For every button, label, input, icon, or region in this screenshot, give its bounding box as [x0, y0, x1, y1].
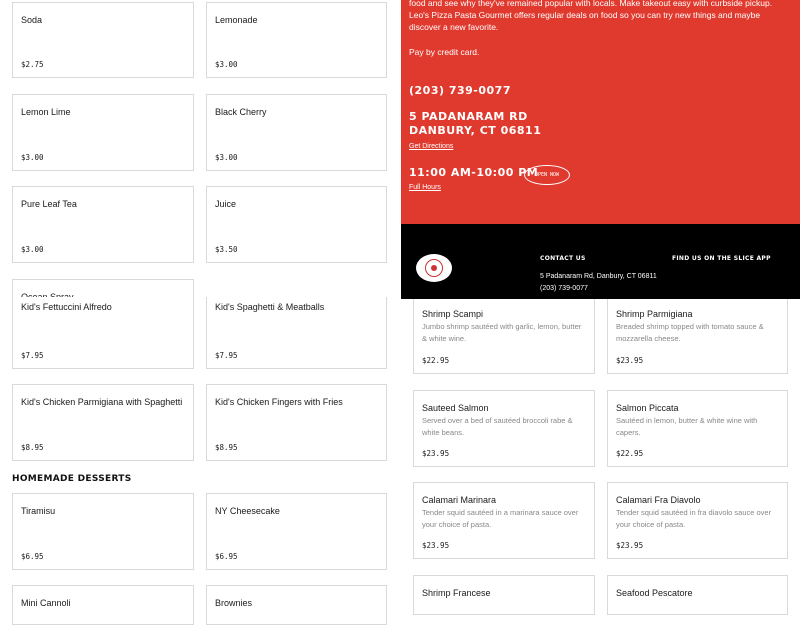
- footer-address: 5 Padanaram Rd, Danbury, CT 06811: [540, 273, 657, 280]
- menu-item-description: Jumbo shrimp sautéed with garlic, lemon, butter & white wine.: [422, 322, 582, 343]
- menu-item-description: Breaded shrimp topped with tomato sauce & mozzarella cheese.: [616, 322, 764, 343]
- phone-number[interactable]: (203) 739-0077: [409, 84, 511, 97]
- footer: [401, 224, 800, 299]
- menu-item-price: $8.95: [215, 443, 238, 452]
- menu-item-card[interactable]: [413, 575, 595, 615]
- menu-item-price: $7.95: [215, 351, 238, 360]
- menu-item-name: Kid's Spaghetti & Meatballs: [215, 302, 325, 312]
- menu-item-card[interactable]: [206, 585, 387, 625]
- menu-item-card[interactable]: [607, 575, 788, 615]
- payment-info: Pay by credit card.: [409, 47, 480, 57]
- full-hours-link[interactable]: Full Hours: [409, 184, 441, 191]
- menu-item-description: Sautéed in lemon, butter & white wine with capers.: [616, 416, 758, 437]
- menu-item-price: $23.95: [616, 541, 644, 550]
- menu-item-name: Black Cherry: [215, 107, 267, 117]
- menu-item-name: Salmon Piccata: [616, 403, 679, 413]
- menu-item-card[interactable]: [206, 493, 387, 570]
- menu-item-price: $3.00: [21, 245, 44, 254]
- menu-item-description: Tender squid sautéed in fra diavolo sauce over your choice of pasta.: [616, 508, 772, 529]
- menu-item-name: Tiramisu: [21, 506, 56, 516]
- menu-item-card[interactable]: [413, 482, 595, 559]
- menu-item-name: Lemonade: [215, 15, 258, 25]
- menu-item-name: Sauteed Salmon: [422, 403, 489, 413]
- menu-item-name: Kid's Chicken Parmigiana with Spaghetti: [21, 397, 183, 407]
- menu-item-price: $3.00: [21, 153, 44, 162]
- menu-item-price: $23.95: [422, 449, 450, 458]
- address-line-1: 5 PADANARAM RD: [409, 110, 528, 123]
- menu-item-card[interactable]: [12, 297, 194, 369]
- menu-item-name: NY Cheesecake: [215, 506, 280, 516]
- menu-item-name: Juice: [215, 199, 237, 209]
- menu-item-card[interactable]: [12, 94, 194, 171]
- menu-item-card[interactable]: [607, 482, 788, 559]
- menu-item-price: $3.50: [215, 245, 238, 254]
- menu-item-price: $22.95: [616, 449, 644, 458]
- restaurant-info-panel: [401, 0, 800, 224]
- menu-item-card[interactable]: [206, 297, 387, 369]
- logo-dot-icon: [431, 265, 437, 271]
- menu-item-description: Served over a bed of sautéed broccoli rabe & white beans.: [422, 416, 573, 437]
- menu-item-price: $7.95: [21, 351, 44, 360]
- restaurant-description: food and see why they've remained popular with locals. Make takeout easy with curbside pickup. Leo's Pizza Pasta Gourmet offers regular deals on food so you can try new things and maybe discover a new favorite.: [409, 0, 773, 32]
- hours-text: 11:00 AM-10:00 PM: [409, 166, 539, 179]
- menu-item-name: Lemon Lime: [21, 107, 71, 117]
- menu-item-name: Calamari Marinara: [422, 495, 497, 505]
- menu-item-name: Kid's Fettuccini Alfredo: [21, 302, 112, 312]
- address-line-2: DANBURY, CT 06811: [409, 124, 542, 137]
- menu-item-card[interactable]: [607, 390, 788, 467]
- menu-item-card[interactable]: [413, 390, 595, 467]
- restaurant-logo[interactable]: [416, 254, 452, 282]
- menu-item-price: $3.00: [215, 153, 238, 162]
- menu-item-card[interactable]: [12, 585, 194, 625]
- menu-item-name: Shrimp Parmigiana: [616, 309, 693, 319]
- menu-item-description: Tender squid sautéed in a marinara sauce over your choice of pasta.: [422, 508, 579, 529]
- menu-item-card[interactable]: [206, 384, 387, 461]
- menu-item-card[interactable]: [206, 94, 387, 171]
- menu-item-name: Shrimp Francese: [422, 588, 491, 598]
- menu-item-card[interactable]: [12, 186, 194, 263]
- contact-us-heading: CONTACT US: [540, 255, 586, 262]
- menu-item-price: $2.75: [21, 60, 44, 69]
- menu-item-name: Pure Leaf Tea: [21, 199, 77, 209]
- menu-item-card[interactable]: [206, 2, 387, 78]
- menu-item-card[interactable]: [12, 384, 194, 461]
- menu-item-price: $3.00: [215, 60, 238, 69]
- section-heading-desserts: HOMEMADE DESSERTS: [12, 474, 132, 484]
- menu-item-price: $8.95: [21, 443, 44, 452]
- footer-phone[interactable]: (203) 739-0077: [540, 285, 588, 292]
- open-now-badge: OPEN NOW: [524, 165, 570, 185]
- menu-item-card[interactable]: [607, 296, 788, 374]
- menu-item-name: Seafood Pescatore: [616, 588, 693, 598]
- logo-emblem-icon: [425, 259, 443, 277]
- menu-item-name: Soda: [21, 15, 43, 25]
- menu-item-price: $6.95: [21, 552, 44, 561]
- menu-item-price: $23.95: [616, 356, 644, 365]
- menu-item-price: $23.95: [422, 541, 450, 550]
- menu-item-card[interactable]: [206, 186, 387, 263]
- menu-item-card[interactable]: [12, 2, 194, 78]
- menu-item-name: Mini Cannoli: [21, 598, 71, 608]
- menu-item-price: $6.95: [215, 552, 238, 561]
- menu-item-name: Calamari Fra Diavolo: [616, 495, 701, 505]
- menu-item-price: $22.95: [422, 356, 450, 365]
- menu-item-name: Kid's Chicken Fingers with Fries: [215, 397, 343, 407]
- menu-item-name: Shrimp Scampi: [422, 309, 484, 319]
- menu-item-name: Brownies: [215, 598, 253, 608]
- menu-item-card[interactable]: [12, 493, 194, 570]
- menu-item-card[interactable]: [413, 296, 595, 374]
- get-directions-link[interactable]: Get Directions: [409, 143, 454, 150]
- slice-app-heading: FIND US ON THE SLICE APP: [672, 255, 771, 262]
